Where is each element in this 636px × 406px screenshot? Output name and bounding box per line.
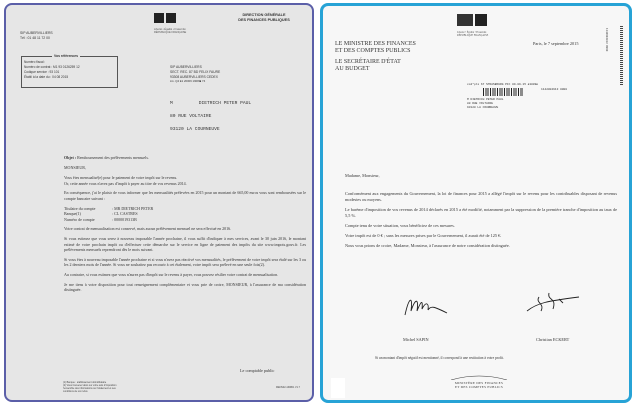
minister-header <box>335 41 416 73</box>
signature-sapin-icon <box>401 291 451 321</box>
dgfip-header-line1: DIRECTION GÉNÉRALE <box>242 13 286 17</box>
recipient-address <box>170 101 251 133</box>
letter-date: Paris, le 7 septembre 2015 <box>533 41 579 46</box>
logo-caption-motto: Liberté • Égalité • Fraternité <box>154 28 186 31</box>
recipient-civility: M <box>170 101 173 106</box>
dgfip-header <box>224 13 304 23</box>
recipient-name: DIETRICH PETER PAUL <box>198 101 252 106</box>
form-code: MENS02-160801 V1.7 <box>276 386 300 389</box>
marianne-logo-icon <box>154 13 164 23</box>
account-holder-value: : MR DIETRICH PETER <box>112 205 154 211</box>
return-address <box>170 65 220 84</box>
signatory-sapin: Michel SAPIN <box>403 337 429 342</box>
header-minister-line1: LE MINISTRE DES FINANCES <box>335 41 416 47</box>
footnote-1: (1) Banque : établissement domiciliataire <box>63 381 107 384</box>
reference-service-code: Codique service : 93 101 <box>24 70 60 74</box>
return-address-line4: LG. Q4 E1 20006 1908I■ 74 <box>170 79 206 84</box>
letter-body <box>345 173 617 249</box>
republic-logo <box>154 10 186 34</box>
footnote-2-end: conditions de son refus <box>63 390 88 393</box>
vertical-code: 1142004913 0000 <box>605 28 608 52</box>
vertical-barcode <box>620 26 623 86</box>
paragraph-no-tax: Or, cette année vous n'avez pas d'impôt à payer au titre de vos revenus 2014. <box>64 180 187 186</box>
reference-fiscal-number: Numéro fiscal : <box>24 60 46 64</box>
seal-arc-icon <box>449 374 509 380</box>
sender-phone: Tél : 01 48 11 72 00 <box>20 36 50 40</box>
paragraph-closing: Nous vous prions de croire, Madame, Monsieur, à l'assurance de notre considération distinguée. <box>345 243 510 248</box>
paper-blank-patch <box>331 378 345 398</box>
account-number-value: : 0000019313B <box>112 216 137 222</box>
object-text: Remboursement des prélèvements mensuels. <box>77 155 149 160</box>
dgfip-header-line2: DES FINANCES PUBLIQUES <box>238 18 290 22</box>
return-address-line2: SECT. REC. 87 BD FELIX FAURE <box>170 69 221 74</box>
paragraph-closing: Je me tiens à votre disposition pour tout renseignement complémentaire et vous prie de croire, MONSIEUR, à l'assurance de ma considération distinguée. <box>64 281 306 293</box>
footnote-2-cont: l'ensemble des informations sur l'étalement et ses <box>63 387 116 390</box>
header-secretary-line1: LE SECRÉTAIRE D'ÉTAT <box>335 59 401 65</box>
header-secretary-line2: AU BUDGET <box>335 66 370 72</box>
paragraph-mensualise: Vous êtes mensualisé(e) pour le paiement de votre impôt sur le revenu. <box>64 175 178 181</box>
recipient-street: 80 RUE VOLTAIRE <box>467 102 494 105</box>
marianne-logo-icon-right <box>166 13 176 23</box>
sender-block <box>20 31 53 41</box>
left-document-tax-letter <box>4 3 314 402</box>
postal-block <box>467 83 567 110</box>
account-number-label: Numéro de compte <box>64 216 95 222</box>
barcode-number: 1142004913 0000 <box>541 88 568 91</box>
seal-line1: MINISTÈRE DES FINANCES <box>454 381 504 385</box>
recipient-city: 93120 LA COURNEUVE <box>170 127 220 132</box>
postal-line: ccd*pli 67 STRASBOURG PIC 09.09.15 £1009£ <box>467 83 539 86</box>
reference-date: Établi à la date du : 04 08 2015 <box>24 75 69 79</box>
paragraph-tax-scale: Le barème d'imposition de vos revenus de 2014 déclarés en 2015 a été modifié, notamment par la suppression de la première tranche d'imposition au taux de 5,5 %. <box>345 207 617 218</box>
object-label: Objet : <box>64 155 77 160</box>
return-address-line1: SIP AUBERVILLIERS <box>170 65 202 69</box>
signatory: Le comptable public <box>240 368 275 373</box>
salutation: MONSIEUR, <box>64 164 86 170</box>
signature-eckert-icon <box>523 289 583 319</box>
footnotes <box>63 381 116 393</box>
footnote-2: (2) Vous trouverez alors sur votre avis d'imposition <box>63 384 117 387</box>
recipient-city: 93120 LA COURNEUVE <box>467 106 499 109</box>
right-document-minister-letter <box>320 3 632 403</box>
logo-caption-republic: RÉPUBLIQUE FRANÇAISE <box>154 31 187 34</box>
references-box <box>21 56 118 88</box>
letter-body <box>64 155 306 293</box>
sender-name: SIP AUBERVILLIERS <box>20 31 53 35</box>
seal-line2: ET DES COMPTES PUBLICS <box>454 385 504 389</box>
signatory-eckert: Christian ECKERT <box>536 337 570 342</box>
paragraph-finance-law: Conformément aux engagements du Gouvernement, la loi de finances pour 2015 a allégé l'impôt sur le revenu pour les contribuables disposant de revenus modestes ou moyens. <box>345 191 617 202</box>
ministry-seal <box>441 374 517 389</box>
paragraph-cancel: Au contraire, si vous estimez que vous n'aurez pas d'impôt sur le revenu à payer, vous pouvez résilier votre contrat de mensualisation. <box>64 271 279 277</box>
paragraph-situation: Compte tenu de votre situation, vous bénéficiez de ces mesures. <box>345 223 455 228</box>
recipient-street: 80 RUE VOLTAIRE <box>170 114 212 119</box>
bank-label: Banque(1) <box>64 211 81 217</box>
logo-caption-motto: Liberté • Égalité • Fraternité <box>457 31 487 34</box>
paragraph-contract-kept: Votre contrat de mensualisation est conservé, mais aucun prélèvement mensuel ne sera effectué en 2016. <box>64 226 232 232</box>
republic-logo <box>457 13 489 37</box>
references-title: Vos références <box>54 54 79 58</box>
marianne-logo-icon <box>457 14 473 26</box>
account-details <box>64 206 306 223</box>
account-holder-label: Titulaire du compte <box>64 205 96 211</box>
paragraph-future-tax: Si vous estimez que vous serez à nouveau imposable l'année prochaine, il vous suffit d'indiquer à mes services, avant le 30 juin 2016, le montant estimé de votre prochain impôt ou d'effectuer cette démarche sur le service en ligne de paiement des impôts du site www.impots.gouv.fr. Les prélèvements mensuels reprendront dès le mois suivant. <box>64 235 306 253</box>
header-minister-line2: ET DES COMPTES PUBLICS <box>335 48 411 54</box>
recipient-name: M DIETRICH PETER PAUL <box>467 98 504 101</box>
bank-value: : CL CASTRES <box>112 211 138 217</box>
reference-contract-number: Numéro de contrat : M1 93 0126259 12 <box>24 65 80 69</box>
return-address-line3: 93308 AUBERVILLIERS CEDEX <box>170 74 218 79</box>
marianne-logo-icon-right <box>475 14 487 26</box>
paragraph-tax-amount: Votre impôt est de 0 € ; sans les mesures prises par le Gouvernement, il aurait été de 125 €. <box>345 233 502 238</box>
paragraph-spreading: Si vous êtes à nouveau imposable l'année prochaine et si vous n'avez pas réactivé vos mensualités, le prélèvement de votre impôt sera étalé sur les 3 ou les 2 derniers mois de l'année. Si vous ne souhaitez pas recourir à cet étalement, votre impôt sera prélevé en une seule fois(2). <box>64 256 306 268</box>
postal-barcode <box>483 88 523 96</box>
paragraph-refund: En conséquence, j'ai le plaisir de vous informer que les mensualités prélevées en 2015 pour un montant de 665,00 euros vous sont remboursées sur le compte bancaire suivant : <box>64 190 306 201</box>
salutation: Madame, Monsieur, <box>345 173 380 178</box>
negative-tax-footnote: Si un montant d'impôt négatif est mentionné, il correspond à une restitution à votre profit. <box>375 356 504 360</box>
logo-caption-republic: RÉPUBLIQUE FRANÇAISE <box>457 34 489 37</box>
